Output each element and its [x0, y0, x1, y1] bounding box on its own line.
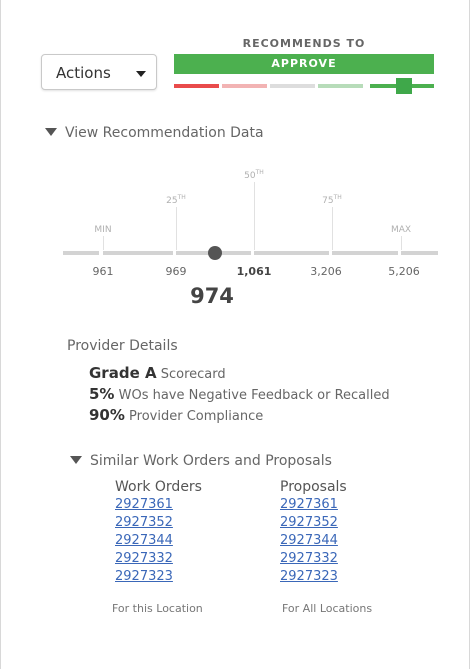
negative-pct: 5% [89, 385, 115, 403]
compliance-text: Provider Compliance [129, 409, 264, 424]
grade-row [89, 364, 226, 382]
scale-segment [222, 84, 267, 88]
range-segment [332, 251, 398, 255]
p50-label: 50TH [244, 169, 264, 181]
p50-tick-line [254, 182, 255, 250]
p25-tick-line [176, 207, 177, 250]
negative-text: WOs have Negative Feedback or Recalled [118, 388, 390, 403]
range-segment [103, 251, 173, 255]
p25-label: 25TH [166, 194, 186, 206]
grade-text: Scorecard [160, 367, 226, 382]
p75-tick-line [332, 207, 333, 250]
max-tick-line [401, 236, 402, 250]
current-value-marker [208, 246, 222, 260]
p75-label: 75TH [322, 194, 342, 206]
p50-value: 1,061 [236, 265, 272, 278]
proposal-link[interactable]: 2927361 [280, 497, 338, 512]
actions-label: Actions [56, 64, 111, 82]
compliance-pct: 90% [89, 406, 125, 424]
current-value: 974 [190, 284, 234, 308]
proposal-link[interactable]: 2927352 [280, 515, 338, 530]
max-label: MAX [390, 225, 412, 235]
work-order-link[interactable]: 2927361 [115, 497, 173, 512]
chevron-down-icon [136, 71, 146, 77]
actions-dropdown[interactable] [41, 54, 157, 90]
view-data-label: View Recommendation Data [65, 125, 264, 141]
range-segment [401, 251, 438, 255]
compliance-row [89, 406, 263, 424]
work-order-link[interactable]: 2927344 [115, 533, 173, 548]
max-value: 5,206 [388, 265, 420, 278]
recommends-to-title: RECOMMENDS TO [242, 37, 366, 50]
caret-down-icon [70, 456, 82, 464]
approve-badge: APPROVE [174, 54, 434, 74]
scale-segment [174, 84, 219, 88]
min-value: 961 [92, 265, 114, 278]
range-segment [63, 251, 99, 255]
proposals-header: Proposals [280, 479, 347, 495]
proposal-link[interactable]: 2927332 [280, 551, 338, 566]
this-location-note: For this Location [112, 602, 203, 615]
view-recommendation-data-toggle[interactable] [45, 125, 264, 141]
recommendation-scale [174, 84, 434, 88]
min-tick-line [103, 236, 104, 250]
scale-segment [270, 84, 315, 88]
all-locations-note: For All Locations [282, 602, 373, 615]
work-orders-header: Work Orders [115, 479, 202, 495]
work-order-link[interactable]: 2927352 [115, 515, 173, 530]
provider-details-title: Provider Details [67, 338, 178, 354]
proposal-link[interactable]: 2927323 [280, 569, 338, 584]
grade-value: Grade A [89, 364, 157, 382]
proposal-link[interactable]: 2927344 [280, 533, 338, 548]
work-order-link[interactable]: 2927332 [115, 551, 173, 566]
p75-value: 3,206 [310, 265, 342, 278]
recommendation-level-marker [396, 78, 412, 94]
similar-label: Similar Work Orders and Proposals [90, 453, 332, 469]
negative-feedback-row [89, 385, 390, 403]
work-order-link[interactable]: 2927323 [115, 569, 173, 584]
p25-value: 969 [165, 265, 187, 278]
similar-work-orders-toggle[interactable] [70, 453, 332, 469]
range-segment [254, 251, 329, 255]
scale-segment [318, 84, 363, 88]
caret-down-icon [45, 128, 57, 136]
min-label: MIN [94, 225, 112, 235]
